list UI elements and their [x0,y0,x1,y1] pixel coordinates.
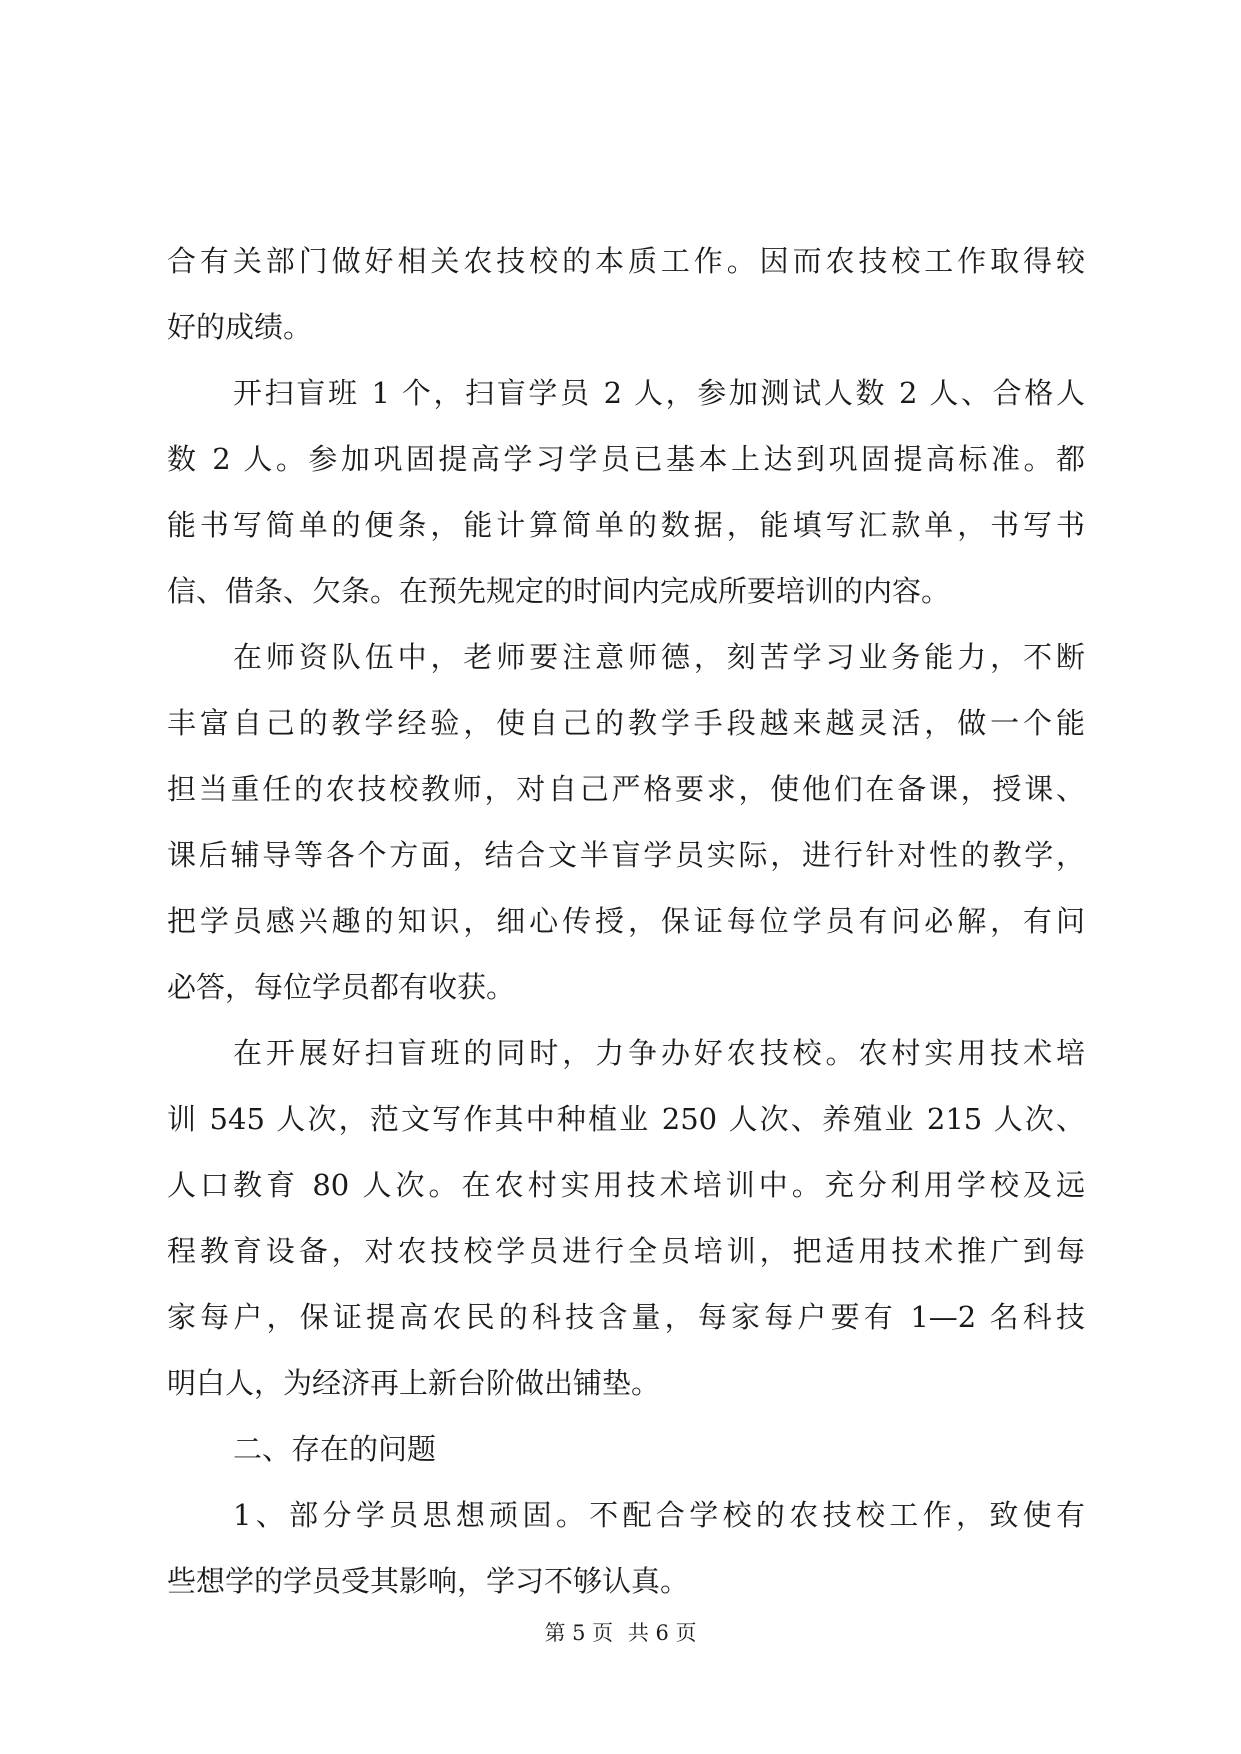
text-line: 能书写简单的便条，能计算简单的数据，能填写汇款单，书写书 [167,508,1085,542]
text-line: 课后辅导等各个方面，结合文半盲学员实际，进行针对性的教学， [167,838,1085,872]
text-line: 明白人，为经济再上新台阶做出铺垫。 [167,1366,661,1400]
text-line: 好的成绩。 [167,310,313,344]
text-line: 数 2 人。参加巩固提高学习学员已基本上达到巩固提高标准。都 [167,442,1085,476]
paragraph-first-line: 开扫盲班 1 个，扫盲学员 2 人，参加测试人数 2 人、合格人 [233,376,1085,410]
text-line: 丰富自己的教学经验，使自己的教学手段越来越灵活，做一个能 [167,706,1085,740]
page-total: 共 6 页 [627,1621,697,1645]
text-line: 训 545 人次，范文写作其中种植业 250 人次、养殖业 215 人次、 [167,1102,1085,1136]
paragraph-first-line: 在师资队伍中，老师要注意师德，刻苦学习业务能力，不断 [233,640,1085,674]
text-line: 信、借条、欠条。在预先规定的时间内完成所要培训的内容。 [167,574,951,608]
document-body [167,228,1085,1614]
page-footer [0,1618,1241,1648]
text-line: 担当重任的农技校教师，对自己严格要求，使他们在备课，授课、 [167,772,1085,806]
text-line: 人口教育 80 人次。在农村实用技术培训中。充分利用学校及远 [167,1168,1085,1202]
paragraph-first-line: 1、部分学员思想顽固。不配合学校的农技校工作，致使有 [233,1498,1085,1532]
text-line: 合有关部门做好相关农技校的本质工作。因而农技校工作取得较 [167,244,1085,278]
text-line: 些想学的学员受其影响，学习不够认真。 [167,1564,690,1598]
section-heading: 二、存在的问题 [233,1432,437,1466]
text-line: 必答，每位学员都有收获。 [167,970,516,1004]
page-number: 第 5 页 [544,1621,614,1645]
paragraph-first-line: 在开展好扫盲班的同时，力争办好农技校。农村实用技术培 [233,1036,1085,1070]
text-line: 把学员感兴趣的知识，细心传授，保证每位学员有问必解，有问 [167,904,1085,938]
text-line: 家每户，保证提高农民的科技含量，每家每户要有 1—2 名科技 [167,1300,1085,1334]
text-line: 程教育设备，对农技校学员进行全员培训，把适用技术推广到每 [167,1234,1085,1268]
